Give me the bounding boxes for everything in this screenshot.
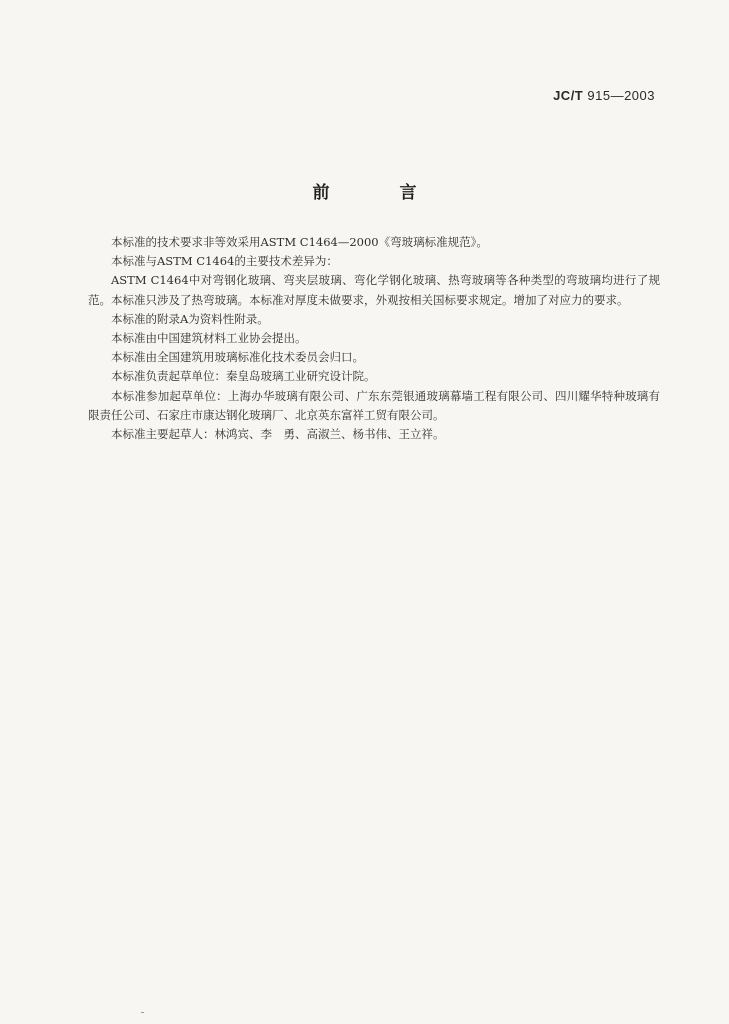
document-code <box>553 88 655 103</box>
paragraph-differences-detail: ASTM C1464中对弯钢化玻璃、弯夹层玻璃、弯化学钢化玻璃、热弯玻璃等各种类型的弯玻璃均进行了规范。本标准只涉及了热弯玻璃。本标准对厚度未做要求，外观按相关国标要求规定。增加了对应力的要求。 <box>88 273 660 307</box>
foreword-body <box>88 233 660 444</box>
page-title: 前 言 <box>312 183 449 203</box>
paragraph-committee: 本标准由全国建筑用玻璃标准化技术委员会归口。 <box>111 350 364 365</box>
paragraph-lead-drafter: 本标准负责起草单位：秦皇岛玻璃工业研究设计院。 <box>111 369 376 384</box>
paragraph-differences-intro: 本标准与ASTM C1464的主要技术差异为： <box>111 254 338 269</box>
paragraph-annex: 本标准的附录A为资料性附录。 <box>111 311 269 326</box>
paragraph-participating-drafters: 本标准参加起草单位：上海办华玻璃有限公司、广东东莞银通玻璃幕墙工程有限公司、四川耀华特种玻璃有限责任公司、石家庄市康达钢化玻璃厂、北京英东富祥工贸有限公司。 <box>88 388 660 422</box>
paragraph-proposer: 本标准由中国建筑材料工业协会提出。 <box>111 331 307 346</box>
standard-code-prefix: JC/T <box>553 88 584 103</box>
paragraph-adoption: 本标准的技术要求非等效采用ASTM C1464—2000《弯玻璃标准规范》。 <box>111 235 488 249</box>
paragraph-main-drafters: 本标准主要起草人：林鸿宾、李 勇、高淑兰、杨书伟、王立祥。 <box>111 427 445 442</box>
scan-speck <box>141 1012 144 1013</box>
standard-code-number: 915—2003 <box>587 88 655 103</box>
